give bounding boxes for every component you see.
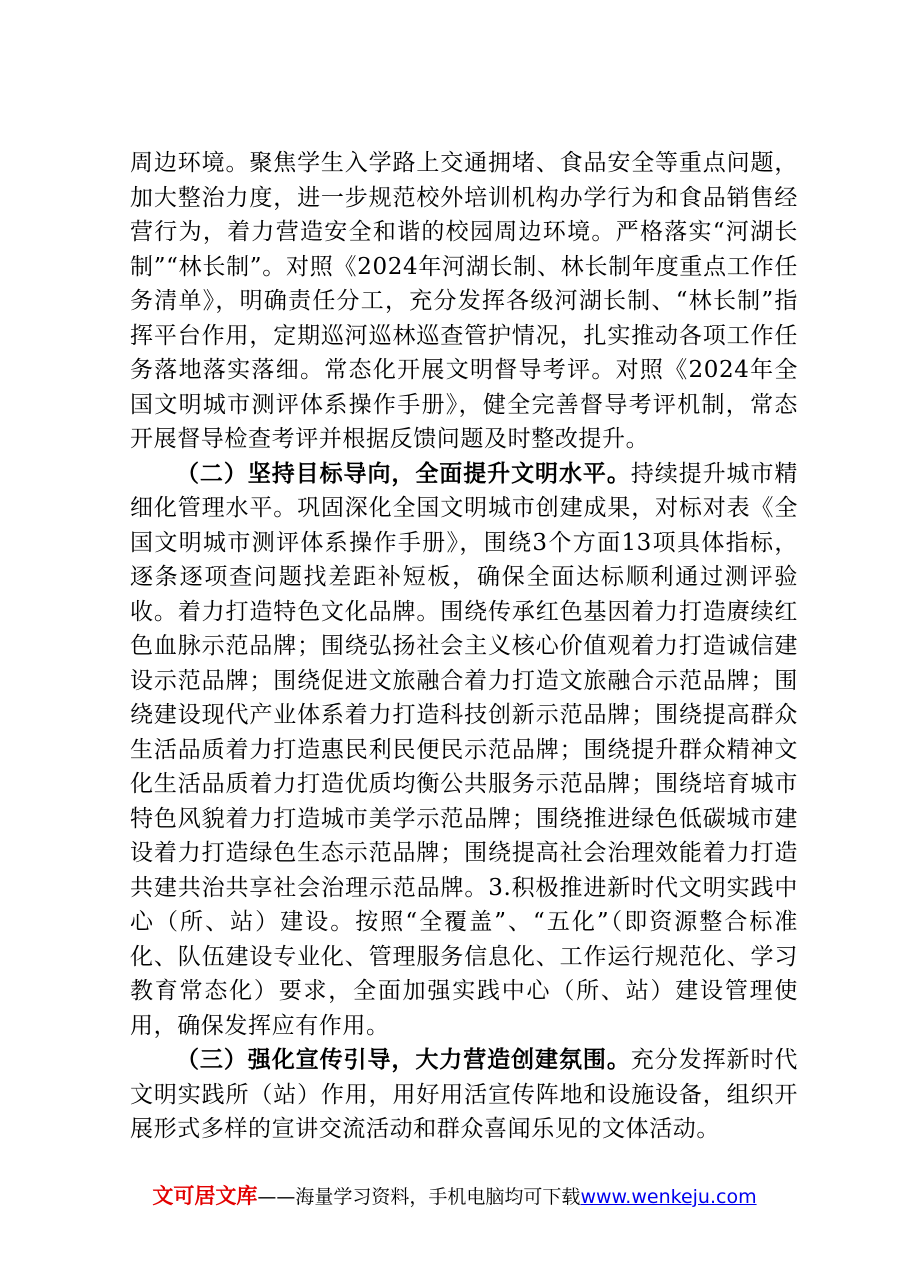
footer-watermark	[0, 1180, 909, 1210]
footer-brand: 文可居文库	[152, 1184, 258, 1208]
footer-tagline: ——海量学习资料，手机电脑均可下载	[257, 1186, 581, 1208]
section-heading-3: （三）强化宣传引导，大力营造创建氛围。	[176, 1047, 631, 1073]
section-heading-2: （二）坚持目标导向，全面提升文明水平。	[176, 460, 631, 487]
paragraph-3	[130, 1043, 798, 1147]
paragraph-3-text: 充分发挥新时代文明实践所（站）作用，用好用活宣传阵地和设施设备，组织开展形式多样的宣讲交流活动和群众喜闻乐见的文体活动。	[130, 1047, 798, 1142]
paragraph-2	[130, 457, 798, 1044]
paragraph-2-text: 持续提升城市精细化管理水平。巩固深化全国文明城市创建成果，对标对表《全国文明城市测评体系操作手册》，围绕3个方面13项具体指标，逐条逐项查问题找差距补短板，确保全面达标顺利通过测评验收。着力打造特色文化品牌。围绕传承红色基因着力打造赓续红色血脉示范品牌；围绕弘扬社会主义核心价值观着力打造诚信建设示范品牌；围绕促进文旅融合着力打造文旅融合示范品牌；围绕建设现代产业体系着力打造科技创新示范品牌；围绕提高群众生活品质着力打造惠民利民便民示范品牌；围绕提升群众精神文化生活品质着力打造优质均衡公共服务示范品牌；围绕培育城市特色风貌着力打造城市美学示范品牌；围绕推进绿色低碳城市建设着力打造绿色生态示范品牌；围绕提高社会治理效能着力打造共建共治共享社会治理示范品牌。3.积极推进新时代文明实践中心（所、站）建设。按照“全覆盖”、“五化”（即资源整合标准化、队伍建设专业化、管理服务信息化、工作运行规范化、学习教育常态化）要求，全面加强实践中心（所、站）建设管理使用，确保发挥应有作用。	[130, 460, 798, 1039]
footer-link[interactable]: www.wenkeju.com	[580, 1186, 757, 1208]
document-body	[130, 146, 798, 1147]
paragraph-1-text: 周边环境。聚焦学生入学路上交通拥堵、食品安全等重点问题，加大整治力度，进一步规范校外培训机构办学行为和食品销售经营行为，着力营造安全和谐的校园周边环境。严格落实“河湖长制”“林长制”。对照《2024年河湖长制、林长制年度重点工作任务清单》，明确责任分工，充分发挥各级河湖长制、“林长制”指挥平台作用，定期巡河巡林巡查管护情况，扎实推动各项工作任务落地落实落细。常态化开展文明督导考评。对照《2024年全国文明城市测评体系操作手册》，健全完善督导考评机制，常态开展督导检查考评并根据反馈问题及时整改提升。	[130, 150, 798, 452]
paragraph-1	[130, 146, 798, 457]
